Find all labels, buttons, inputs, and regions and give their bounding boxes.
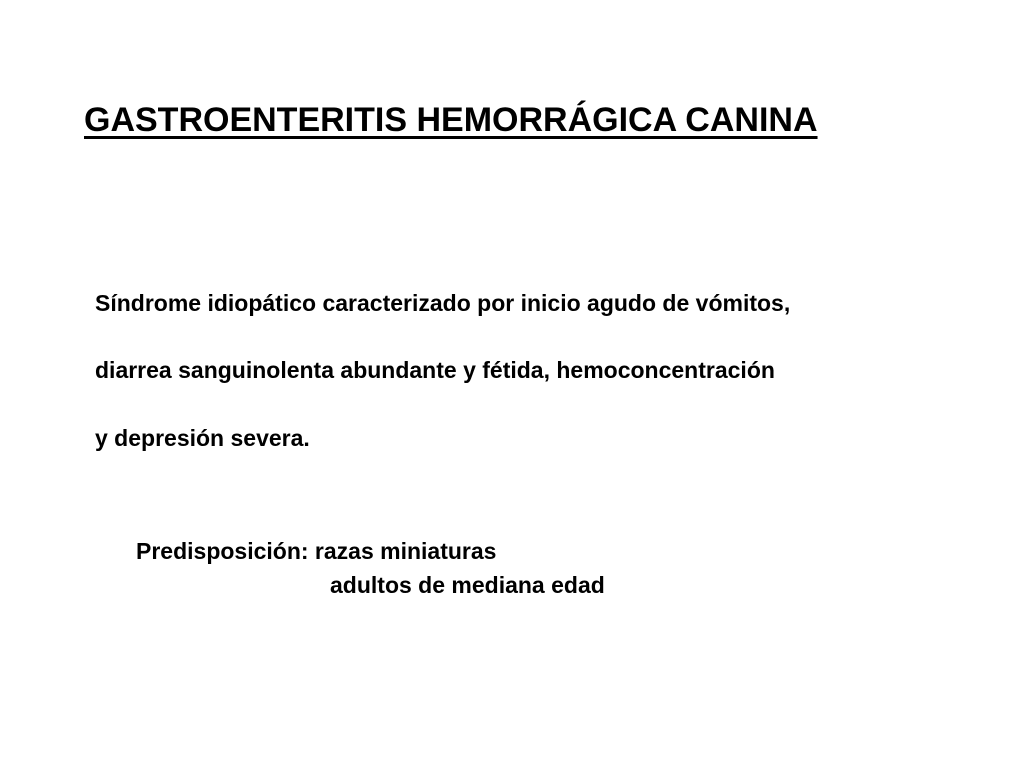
definition-line-1: Síndrome idiopático caracterizado por inicio agudo de vómitos, (95, 290, 791, 316)
slide-title: GASTROENTERITIS HEMORRÁGICA CANINA (84, 101, 818, 139)
predisposition-line-1: Predisposición: razas miniaturas (136, 538, 497, 564)
definition-line-3: y depresión severa. (95, 425, 310, 451)
definition-line-2: diarrea sanguinolenta abundante y fétida, hemoconcentración (95, 357, 775, 383)
predisposition-line-2: adultos de mediana edad (330, 572, 605, 598)
